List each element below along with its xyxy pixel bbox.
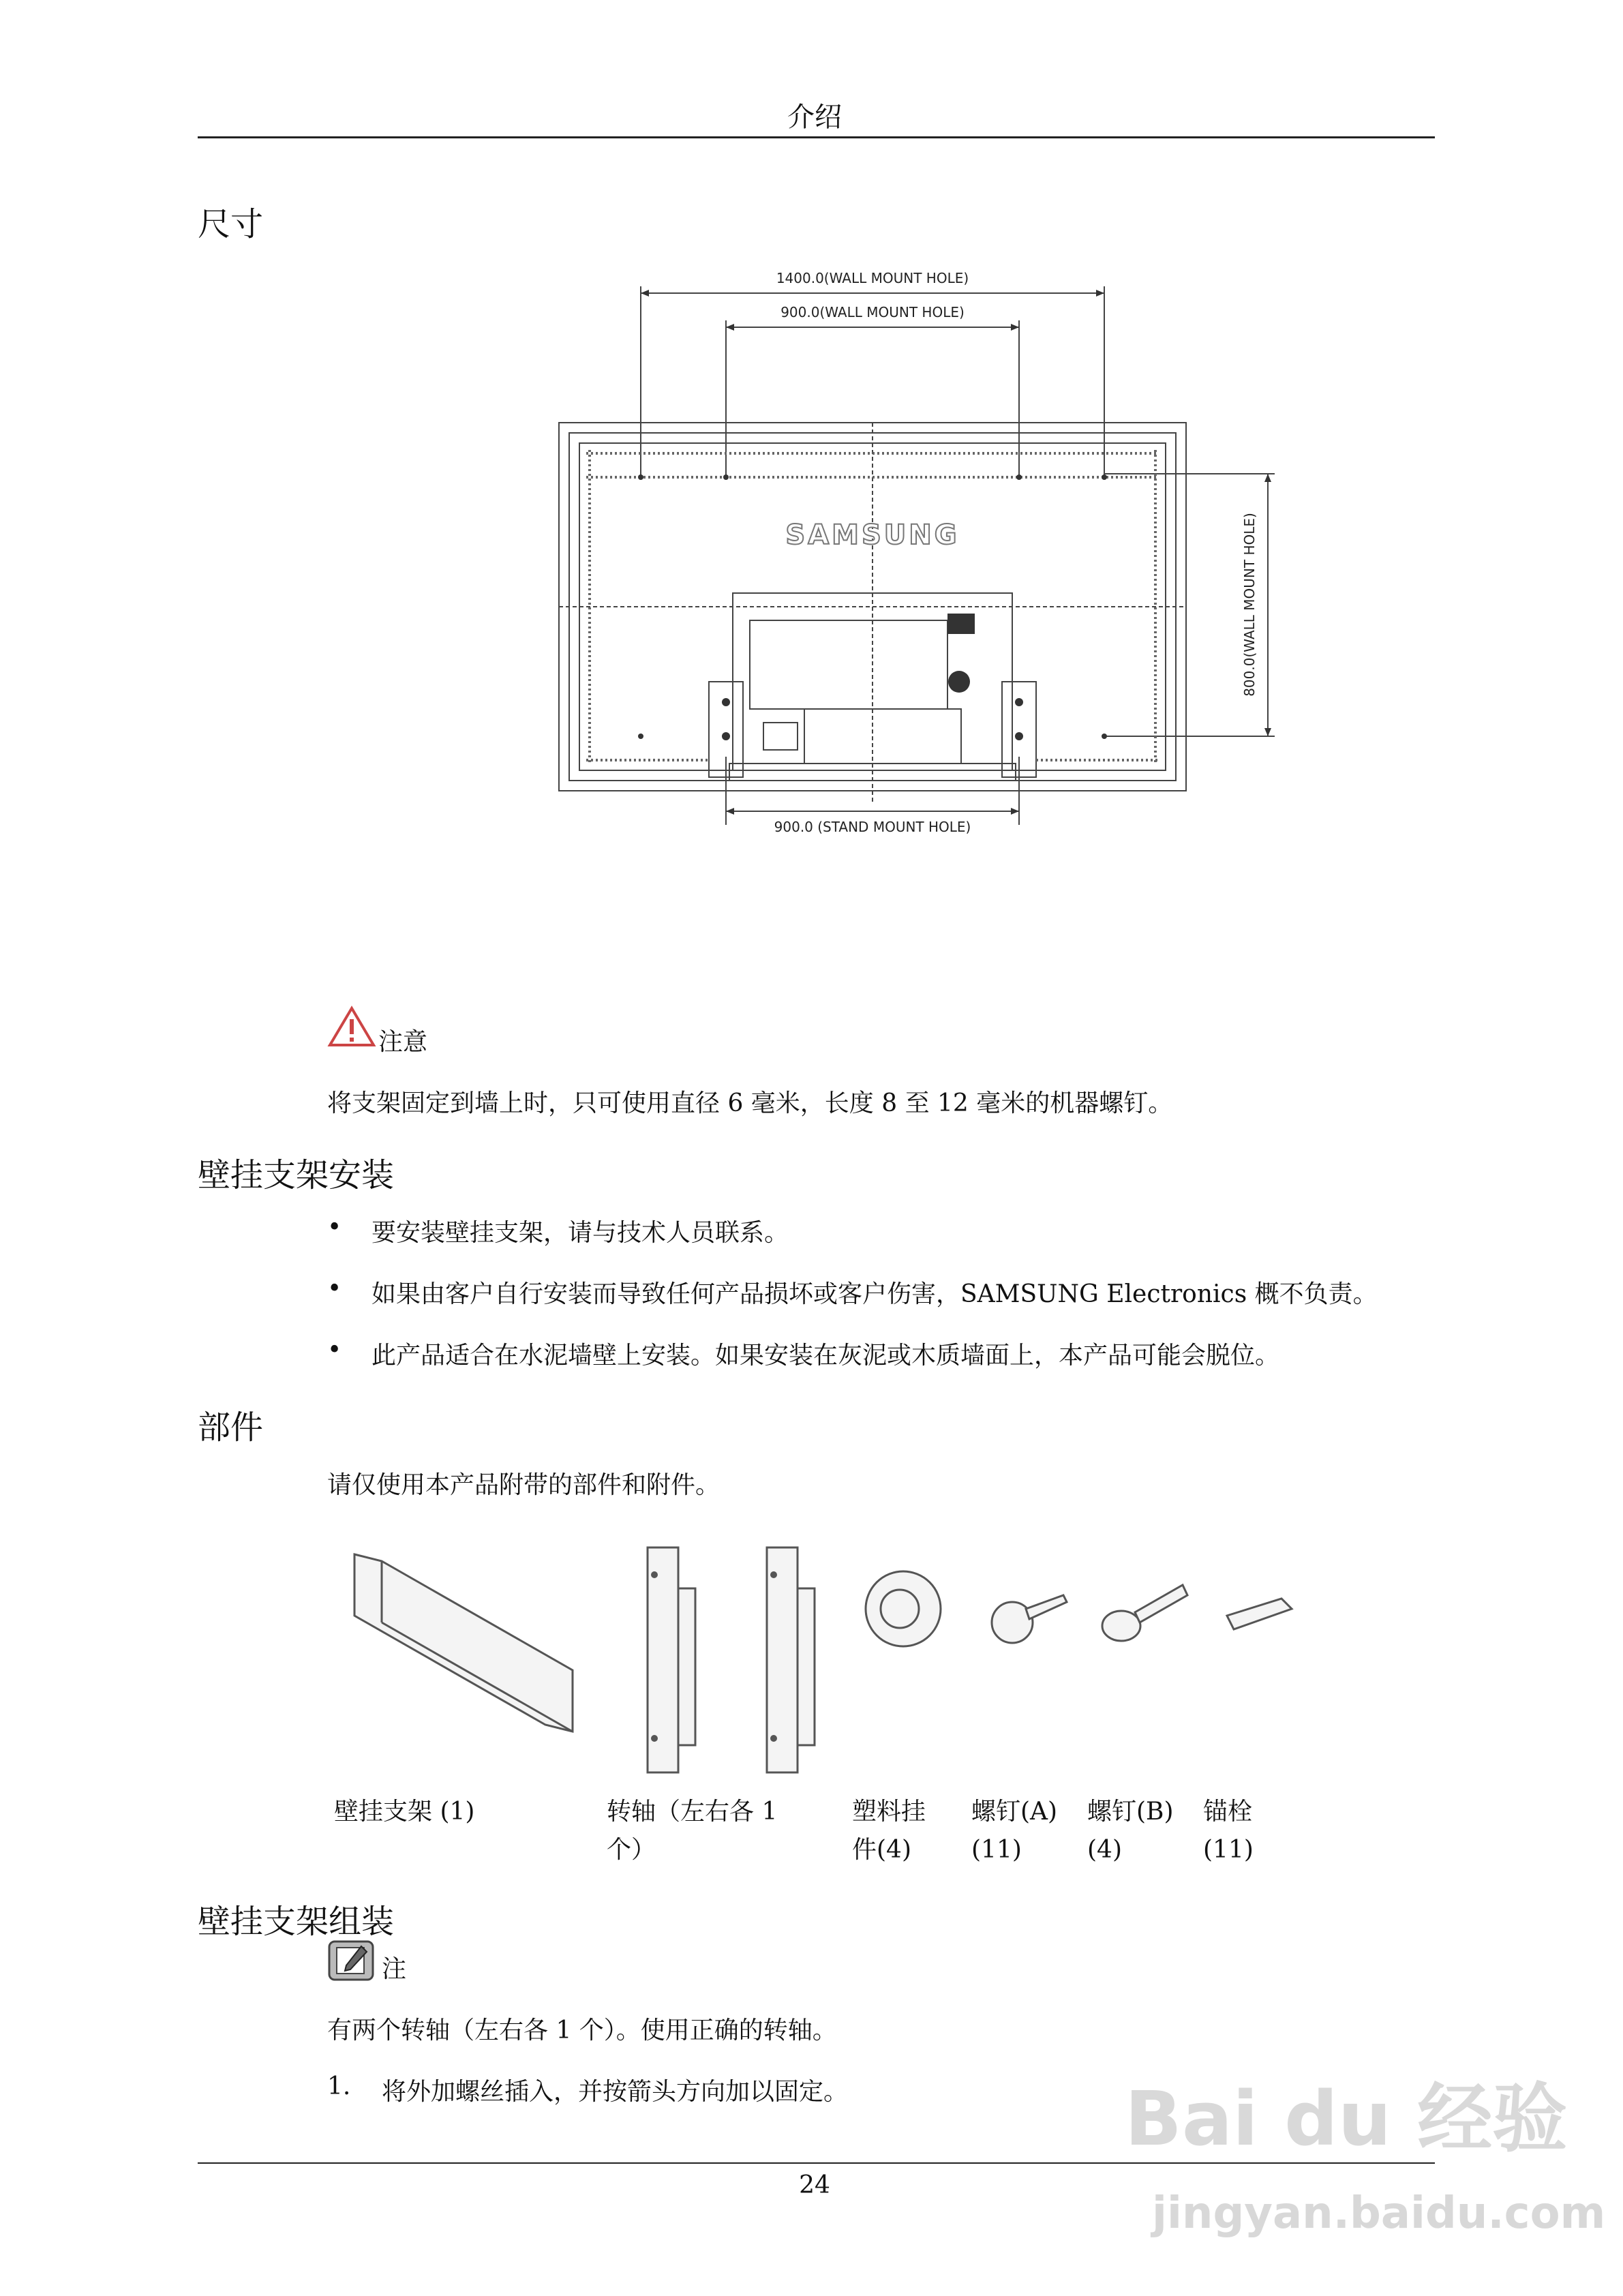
bullet-symbol: • [327,1275,342,1303]
part-caption-line1: 转轴（左右各 1 [607,1798,778,1826]
footer-rule [198,2162,1435,2164]
bullet-symbol: • [327,1213,342,1241]
section-heading-parts: 部件 [198,1408,264,1447]
caution-label: 注意 [378,1028,428,1056]
note-pencil-icon [327,1939,375,1982]
parts-illustration [341,1534,1336,1779]
bullet-symbol: • [327,1336,342,1364]
page-number: 24 [799,2171,830,2199]
part-caption-line2: 个） [607,1836,656,1864]
part-caption [334,1793,579,1831]
part-caption-line2: 件(4) [852,1836,911,1864]
top-dim-inner-label: 900.0(WALL MOUNT HOLE) [780,304,965,320]
section-heading-assembly: 壁挂支架组装 [198,1903,395,1941]
header-rule [198,136,1435,138]
part-caption-line1: 壁挂支架 (1) [334,1798,475,1826]
part-caption [852,1793,968,1869]
part-caption-line2: (4) [1087,1836,1122,1864]
watermark-url: jingyan.baidu.com [1152,2188,1606,2239]
part-caption [1087,1793,1203,1869]
section-heading-wall-mount-install: 壁挂支架安装 [198,1156,395,1194]
side-dim-label: 800.0(WALL MOUNT HOLE) [1241,513,1258,697]
bullet-text: 要安装壁挂支架，请与技术人员联系。 [371,1219,789,1247]
brand-logo: SAMSUNG [785,519,960,551]
parts-intro: 请仅使用本产品附带的部件和附件。 [327,1471,721,1499]
part-caption-line1: 锚栓 [1203,1798,1253,1826]
part-caption-line1: 塑料挂 [852,1798,926,1826]
part-caption [1203,1793,1319,1869]
step-number: 1. [327,2072,351,2100]
wall-bracket-image [354,1554,573,1732]
note-label: 注 [382,1955,407,1983]
section-heading-dimensions: 尺寸 [198,205,264,243]
part-caption-line2: (11) [1203,1836,1254,1864]
bottom-dim-label: 900.0 (STAND MOUNT HOLE) [774,819,971,835]
watermark-logo [1125,2059,1602,2162]
part-caption [971,1793,1087,1869]
note-text: 有两个转轴（左右各 1 个）。使用正确的转轴。 [327,2016,837,2044]
step-text: 将外加螺丝插入，并按箭头方向加以固定。 [382,2078,849,2106]
warning-triangle-icon [327,1006,376,1048]
anchor-image [1227,1599,1292,1629]
part-caption-line2: (11) [971,1836,1022,1864]
bullet-text: 此产品适合在水泥墙壁上安装。如果安装在灰泥或木质墙面上，本产品可能会脱位。 [371,1342,1280,1370]
watermark-brand: Bai du 经验 [1125,2075,1568,2162]
part-caption-line1: 螺钉(B) [1087,1798,1174,1826]
dimension-diagram [539,259,1288,859]
screw-b-image [1102,1611,1140,1641]
top-dim-outer-label: 1400.0(WALL MOUNT HOLE) [776,270,969,286]
caution-text: 将支架固定到墙上时，只可使用直径 6 毫米，长度 8 至 12 毫米的机器螺钉。 [327,1089,1173,1117]
bullet-text: 如果由客户自行安装而导致任何产品损坏或客户伤害，SAMSUNG Electronics 概不负责。 [371,1280,1378,1308]
part-caption [607,1793,866,1869]
part-caption-line1: 螺钉(A) [971,1798,1058,1826]
running-header: 介绍 [787,102,842,133]
